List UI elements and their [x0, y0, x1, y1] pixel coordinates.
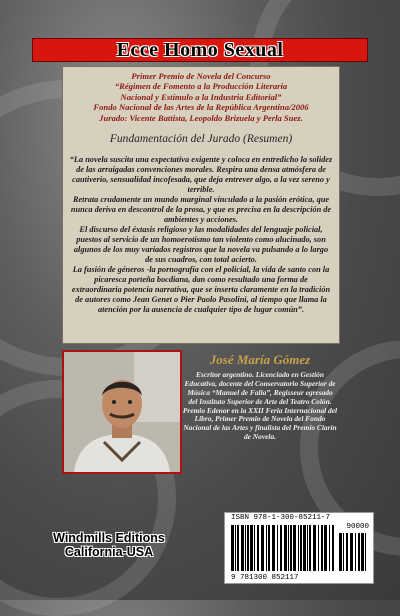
price-code: 90000 [346, 523, 369, 531]
jury-panel [62, 66, 340, 344]
barcode-icon [231, 525, 335, 571]
award-block [63, 67, 339, 123]
award-line: Jurado: Vicente Battista, Leopoldo Brizuela y Perla Suez. [99, 112, 303, 123]
award-line: Fondo Nacional de las Artes de la República Argentina/2006 [93, 102, 309, 113]
jury-heading: Fundamentación del Jurado (Resumen) [109, 133, 293, 146]
isbn-barcode [224, 512, 374, 584]
publisher-name: Windmills Editions [53, 531, 165, 545]
author-bio-block [182, 350, 338, 476]
publisher-block [14, 531, 204, 560]
award-line: “Régimen de Fomento a la Producción Literaria [114, 81, 288, 92]
book-title: Ecce Homo Sexual [116, 38, 284, 61]
award-line: Primer Premio de Novela del Concurso [131, 71, 271, 81]
isbn-label: ISBN 978-1-300-85211-7 [231, 514, 331, 522]
publisher-location: California-USA [64, 545, 154, 560]
author-portrait-icon [64, 352, 180, 472]
quote-paragraph: El discurso del éxtasis religioso y las modalidades del lenguaje policial, puestos al servicio de un homoerotismo tan violento como alucinado, son algunos de los muy variados registros que la novela va pulsando a lo largo de sus cuadros, con total acierto. [73, 225, 329, 264]
title-banner [32, 38, 368, 62]
author-name: José María Gómez [209, 352, 311, 367]
price-barcode-icon [339, 533, 369, 571]
award-line: Nacional y Estímulo a la Industria Editorial” [120, 91, 282, 102]
author-photo [62, 350, 182, 474]
jury-quote [63, 145, 339, 314]
quote-paragraph: La fusión de géneros -la pornografía con el policial, la vida de santo con la picaresca porteña bocdiana, dan como resultado una forma de extraordinaria potencia narrativa, que se inserta claramente en la tradición de autores como Jean Genet o Pier Paolo Pasolini, al tiempo que llama la atención por la ausencia de cualquier tipo de lugar común”. [71, 264, 331, 314]
quote-paragraph: “La novela suscita una expectativa exigente y coloca en entredicho la solidez de las arraigadas convenciones morales. Respira una densa atmósfera de cautiverio, sensualidad incofesada, que deja entrever algo, a la vez sereno y terrible. [69, 155, 333, 195]
barcode-number: 9 781300 852117 [231, 574, 299, 582]
quote-paragraph: Retrata crudamente un mundo marginal vinculado a la pasión erótica, que nunca deriva en descontrol de la prosa, y que es precisa en la descripción de ambientes y acciones. [70, 195, 332, 225]
author-bio: Escritor argentino. Licenciado en Gestión Educativa, docente del Conservatorio Superior de Música “Manuel de Falla”, Regisseur egresado del Instituto Superior de Arte del Teatro Colón. Premio Edenor en la XXII Feria Internacional del Libro, Primer Premio de Novela del Fondo Nacional de las Artes y finalista del Premio Clarín de Novela. [182, 370, 338, 442]
